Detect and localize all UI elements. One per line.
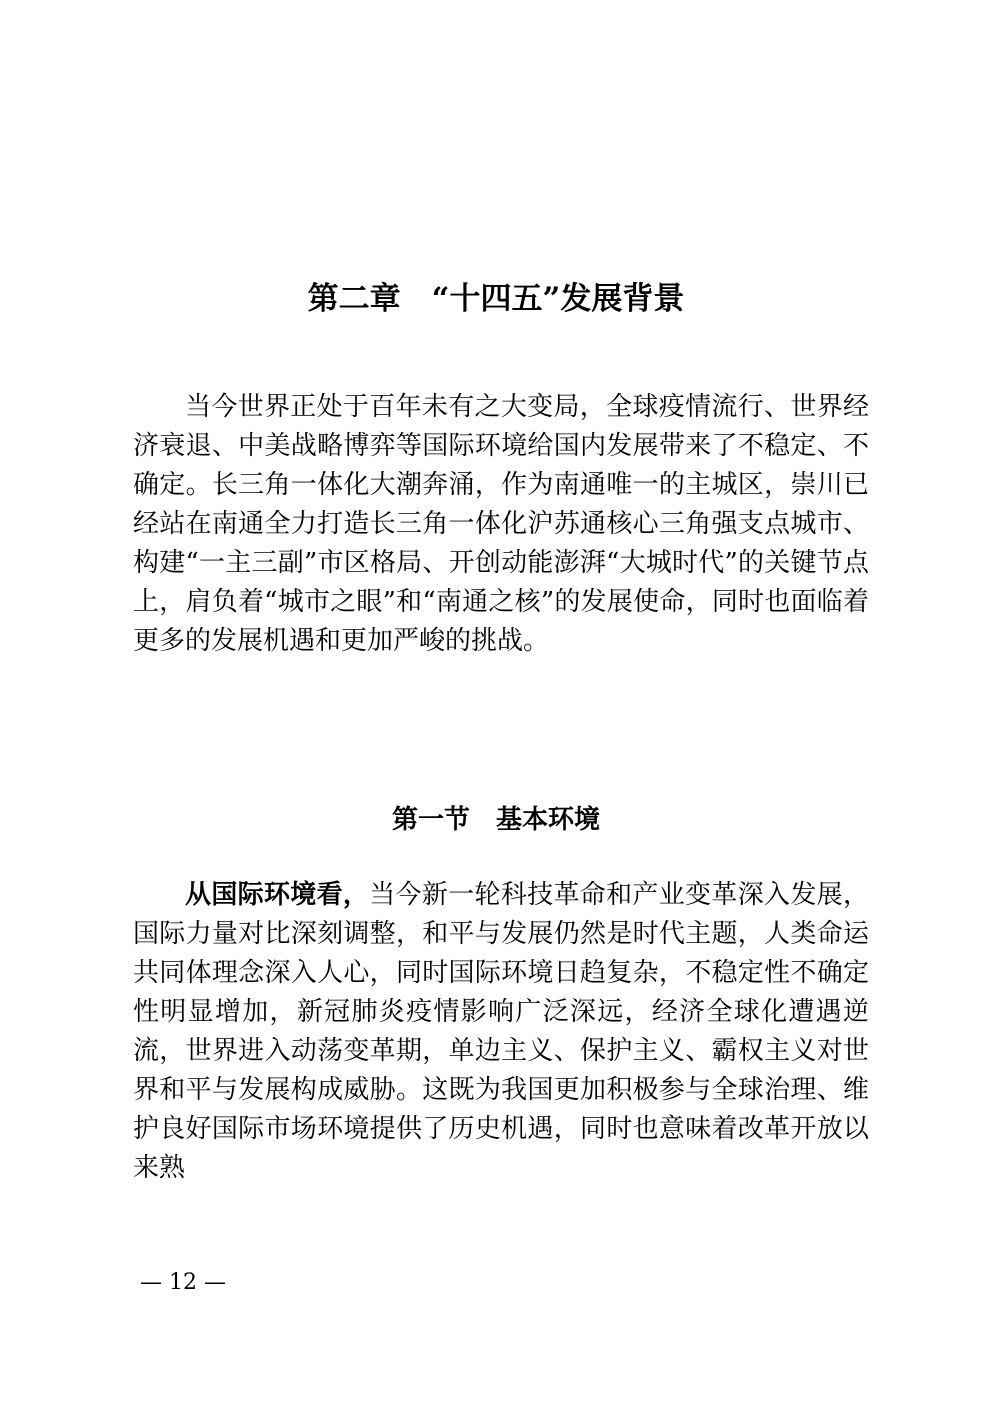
section-title: 第一节 基本环境 <box>391 804 600 835</box>
international-lead: 从国际环境看， <box>185 880 370 910</box>
page-number: — 12 — <box>140 1270 226 1295</box>
international-paragraph <box>133 876 869 1188</box>
intro-paragraph: 当今世界正处于百年未有之大变局，全球疫情流行、世界经济衰退、中美战略博弈等国际环境给国内发展带来了不稳定、不确定。长三角一体化大潮奔涌，作为南通唯一的主城区，崇川已经站在南通全力打造长三角一体化沪苏通核心三角强支点城市、构建“一主三副”市区格局、开创动能澎湃“大城时代”的关键节点上，肩负着“城市之眼”和“南通之核”的发展使命，同时也面临着更多的发展机遇和更加严峻的挑战。 <box>133 392 869 656</box>
chapter-title: 第二章 “十四五”发展背景 <box>307 280 685 317</box>
international-text: 当今新一轮科技革命和产业变革深入发展，国际力量对比深刻调整，和平与发展仍然是时代主题，人类命运共同体理念深入人心，同时国际环境日趋复杂，不稳定性不确定性明显增加，新冠肺炎疫情影响广泛深远，经济全球化遭遇逆流，世界进入动荡变革期，单边主义、保护主义、霸权主义对世界和平与发展构成威胁。这既为我国更加积极参与全球治理、维护良好国际市场环境提供了历史机遇，同时也意味着改革开放以来熟 <box>133 880 869 1183</box>
